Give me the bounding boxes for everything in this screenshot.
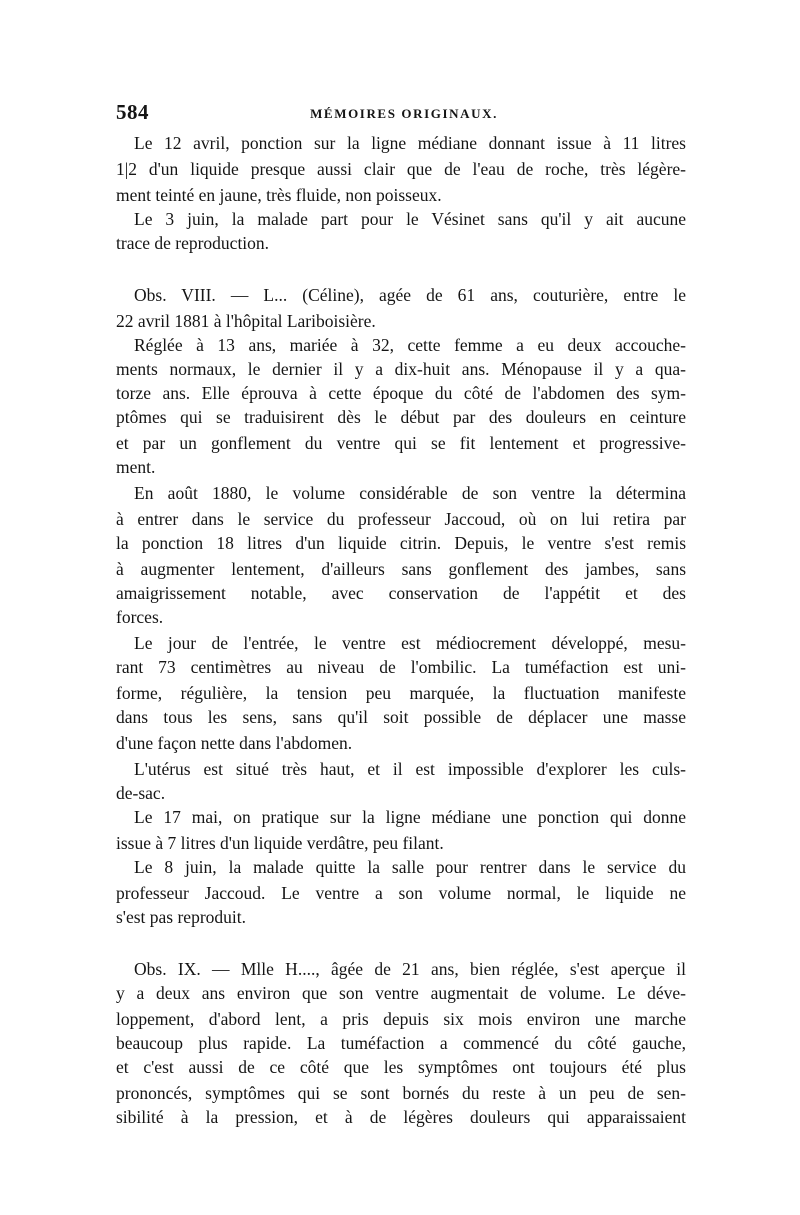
text-line: Le 8 juin, la malade quitte la salle pour rentrer dans le service du — [134, 857, 686, 877]
text-line: issue à 7 litres d'un liquide verdâtre, peu filant. — [116, 833, 444, 853]
text-line: sibilité à la pression, et à de légères douleurs qui apparaissaient — [116, 1107, 686, 1127]
text-line: ment teinté en jaune, très fluide, non poisseux. — [116, 185, 442, 205]
text-line: ments normaux, le dernier il y a dix-huit ans. Ménopause il y a qua- — [116, 359, 686, 379]
text-line: de-sac. — [116, 783, 166, 803]
text-line: la ponction 18 litres d'un liquide citrin. Depuis, le ventre s'est remis — [116, 533, 686, 553]
text-line: rant 73 centimètres au niveau de l'ombilic. La tuméfaction est uni- — [116, 657, 686, 677]
text-line: ptômes qui se traduisirent dès le début par des douleurs en ceinture — [116, 407, 686, 427]
text-line: 22 avril 1881 à l'hôpital Lariboisière. — [116, 311, 376, 331]
text-line: forces. — [116, 607, 164, 627]
page-header — [116, 100, 692, 130]
obs-ix-heading-line: Obs. IX. — Mlle H...., âgée de 21 ans, bien réglée, s'est aperçue il — [134, 959, 686, 979]
text-line: Le 3 juin, la malade part pour le Vésinet sans qu'il y ait aucune — [134, 209, 686, 229]
text-line: ment. — [116, 457, 156, 477]
text-line: beaucoup plus rapide. La tuméfaction a commencé du côté gauche, — [116, 1033, 686, 1053]
text-line: L'utérus est situé très haut, et il est impossible d'explorer les culs- — [134, 759, 686, 779]
text-line: loppement, d'abord lent, a pris depuis six mois environ une marche — [116, 1009, 686, 1029]
text-line: d'une façon nette dans l'abdomen. — [116, 733, 353, 753]
text-line: prononcés, symptômes qui se sont bornés du reste à un peu de sen- — [116, 1083, 686, 1103]
text-line: à augmenter lentement, d'ailleurs sans gonflement des jambes, sans — [116, 559, 686, 579]
text-line: y a deux ans environ que son ventre augmentait de volume. Le déve- — [116, 983, 686, 1003]
page-number: 584 — [116, 100, 149, 124]
text-line: à entrer dans le service du professeur Jaccoud, où on lui retira par — [116, 509, 686, 529]
text-line: s'est pas reproduit. — [116, 907, 247, 927]
text-line: trace de reproduction. — [116, 233, 270, 253]
text-line: et c'est aussi de ce côté que les symptômes ont toujours été plus — [116, 1057, 686, 1077]
text-line: 1|2 d'un liquide presque aussi clair que de l'eau de roche, très légère- — [116, 159, 686, 179]
text-line: dans tous les sens, sans qu'il soit possible de déplacer une masse — [116, 707, 686, 727]
text-line: Le 17 mai, on pratique sur la ligne médiane une ponction qui donne — [134, 807, 686, 827]
text-line: forme, régulière, la tension peu marquée, la fluctuation manifeste — [116, 683, 686, 703]
text-line: et par un gonflement du ventre qui se fit lentement et progressive- — [116, 433, 686, 453]
text-line: amaigrissement notable, avec conservation de l'appétit et des — [116, 583, 686, 603]
text-line: Le 12 avril, ponction sur la ligne médiane donnant issue à 11 litres — [134, 133, 686, 153]
text-line: professeur Jaccoud. Le ventre a son volume normal, le liquide ne — [116, 883, 686, 903]
text-line: Réglée à 13 ans, mariée à 32, cette femme a eu deux accouche- — [134, 335, 686, 355]
running-title: MÉMOIRES ORIGINAUX. — [310, 106, 498, 121]
text-line: torze ans. Elle éprouva à cette époque du côté de l'abdomen des sym- — [116, 383, 686, 403]
text-line: En août 1880, le volume considérable de son ventre la détermina — [134, 483, 686, 503]
text-line: Le jour de l'entrée, le ventre est médiocrement développé, mesu- — [134, 633, 686, 653]
obs-viii-heading-line: Obs. VIII. — L... (Céline), agée de 61 ans, couturière, entre le — [134, 285, 686, 305]
